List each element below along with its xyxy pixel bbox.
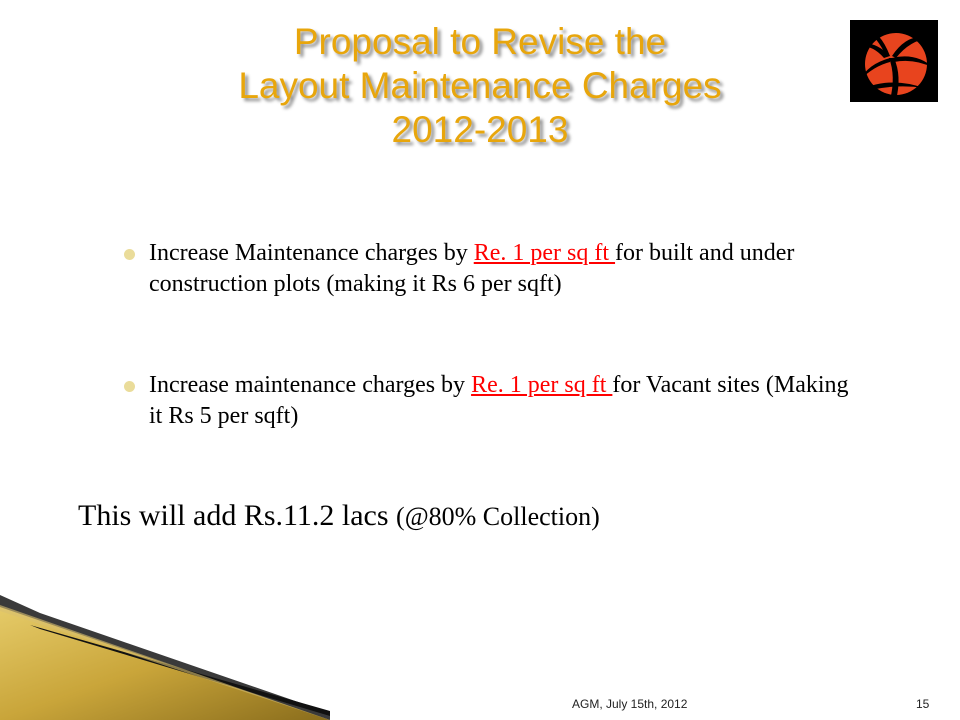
rate-highlight: Re. 1 per sq ft	[473, 240, 616, 266]
footer-text: AGM, July 15th, 2012	[572, 697, 688, 711]
decorative-swoosh	[0, 595, 330, 720]
bullet-text-before: Increase maintenance charges by	[149, 372, 472, 398]
bullet-item-built-plots	[122, 238, 862, 300]
bullet-dot-icon	[124, 249, 135, 260]
bullet-list	[122, 238, 862, 432]
palm-tree-sun-logo-icon	[850, 20, 938, 102]
summary-note: (@80% Collection)	[396, 502, 600, 531]
slide-title	[150, 20, 810, 152]
title-line-3: 2012-2013	[391, 109, 569, 150]
title-line-2: Layout Maintenance Charges	[238, 65, 722, 106]
title-line-1: Proposal to Revise the	[293, 21, 667, 62]
bullet-text-after: for built and under construction plots (making it Rs 6 per sqft)	[149, 240, 795, 297]
page-number: 15	[916, 697, 930, 711]
summary-statement	[78, 497, 600, 536]
summary-main-text: This will add Rs.11.2 lacs	[78, 499, 397, 532]
bullet-dot-icon	[124, 381, 135, 392]
rate-highlight: Re. 1 per sq ft	[471, 372, 613, 398]
bullet-text-before: Increase Maintenance charges by	[149, 240, 474, 266]
bullet-text-after: for Vacant sites (Making it Rs 5 per sqft)	[149, 372, 849, 429]
bullet-item-vacant-sites	[122, 370, 862, 432]
